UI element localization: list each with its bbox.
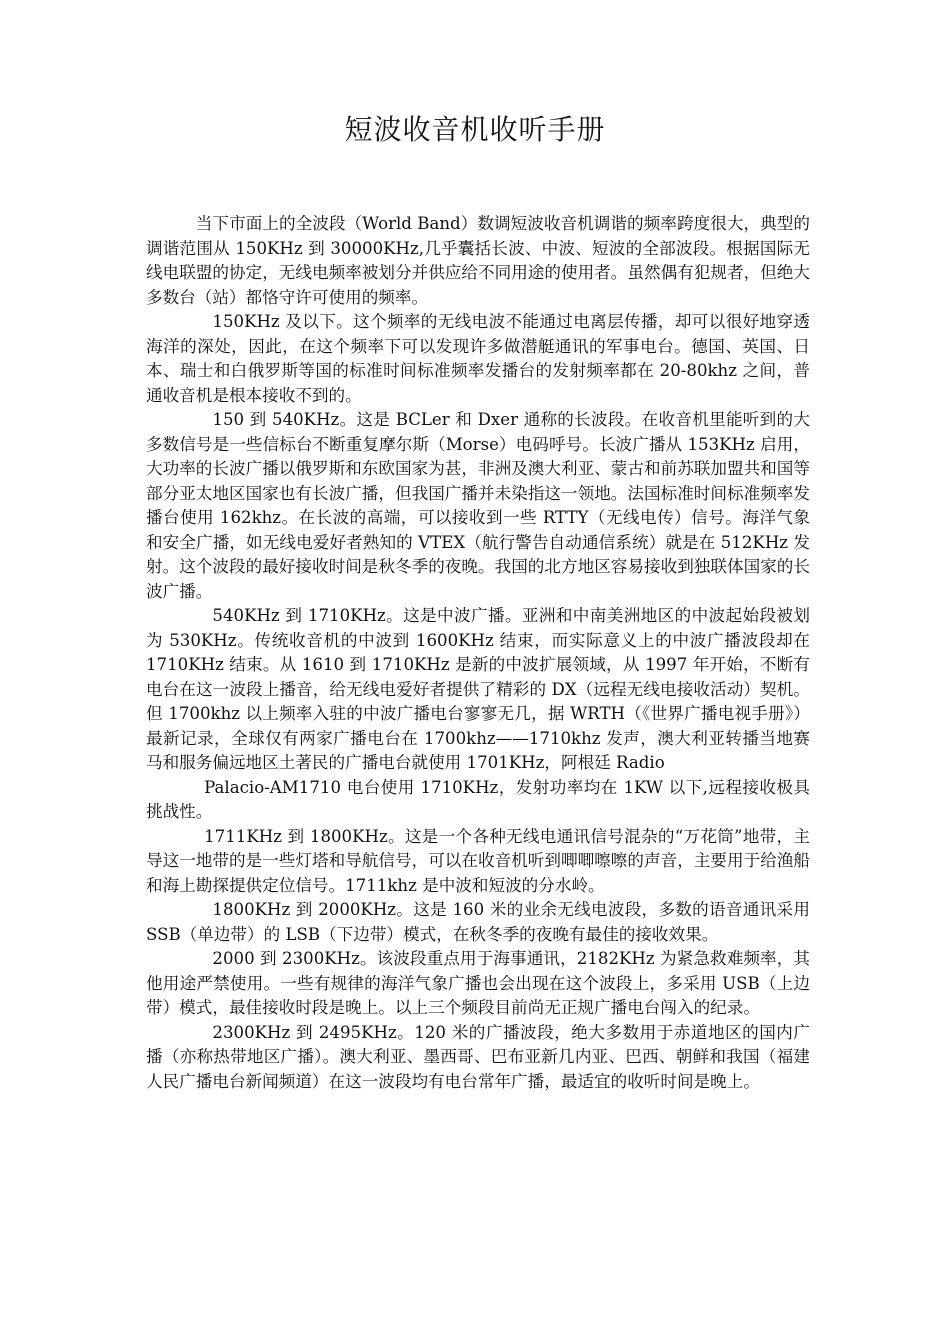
paragraph-150-540khz: 150 到 540KHz。这是 BCLer 和 Dxer 通称的长波段。在收音机里能听到的大多数信号是一些信标台不断重复摩尔斯（Morse）电码呼号。长波广播从 153KHz 启用，大功率的长波广播以俄罗斯和东欧国家为甚，非洲及澳大利亚、蒙古和前苏联加盟共和国等部分亚太地区国家也有长波广播，但我国广播并未染指这一领地。法国标准时间标准频率发播台使用 162khz。在长波的高端，可以接收到一些 RTTY（无线电传）信号。海洋气象和安全广播，如无线电爱好者熟知的 VTEX（航行警告自动通信系统）就是在 512KHz 发射。这个波段的最好接收时间是秋冬季的夜晚。我国的北方地区容易接收到独联体国家的长波广播。 bbox=[146, 410, 810, 601]
paragraph-540-1710khz: 540KHz 到 1710KHz。这是中波广播。亚洲和中南美洲地区的中波起始段被划为 530KHz。传统收音机的中波到 1600KHz 结束，而实际意义上的中波广播波段却在 1710KHz 结束。从 1610 到 1710KHz 是新的中波扩展领域，从 1997 年开始，不断有电台在这一波段上播音，给无线电爱好者提供了精彩的 DX（远程无线电接收活动）契机。但 1700khz 以上频率入驻的中波广播电台寥寥无几，据 WRTH（《世界广播电视手册》）最新记录，全球仅有两家广播电台在 1700khz——1710khz 发声，澳大利亚转播当地赛马和服务偏远地区土著民的广播电台就使用 1701KHz，阿根廷 Radio bbox=[146, 606, 810, 772]
paragraph-2000-2300khz: 2000 到 2300KHz。该波段重点用于海事通讯，2182KHz 为紧急救难频率，其他用途严禁使用。一些有规律的海洋气象广播也会出现在这个波段上，多采用 USB（上边带）模式，最佳接收时段是晚上。以上三个频段目前尚无正规广播电台闯入的纪录。 bbox=[146, 949, 810, 1017]
paragraph-2300-2495khz: 2300KHz 到 2495KHz。120 米的广播波段，绝大多数用于赤道地区的国内广播（亦称热带地区广播）。澳大利亚、墨西哥、巴布亚新几内亚、巴西、朝鲜和我国（福建人民广播电台新闻频道）在这一波段均有电台常年广播，最适宜的收听时间是晚上。 bbox=[146, 1022, 810, 1091]
document-title: 短波收音机收听手册 bbox=[344, 113, 606, 146]
paragraph-palacio-continuation: Palacio-AM1710 电台使用 1710KHz，发射功率均在 1KW 以下,远程接收极具挑战性。 bbox=[146, 777, 810, 821]
paragraph-1800-2000khz: 1800KHz 到 2000KHz。这是 160 米的业余无线电波段，多数的语音通讯采用 SSB（单边带）的 LSB（下边带）模式，在秋冬季的夜晚有最佳的接收效果。 bbox=[146, 900, 810, 944]
paragraph-below-150khz: 150KHz 及以下。这个频率的无线电波不能通过电离层传播，却可以很好地穿透海洋的深处，因此，在这个频率下可以发现许多做潜艇通讯的军事电台。德国、英国、日本、瑞士和白俄罗斯等国的标准时间标准频率发播台的发射频率都在 20-80khz 之间，普通收音机是根本接收不到的。 bbox=[146, 312, 810, 405]
paragraph-intro: 当下市面上的全波段（World Band）数调短波收音机调谐的频率跨度很大，典型的调谐范围从 150KHz 到 30000KHz,几乎囊括长波、中波、短波的全部波段。根据国际无线电联盟的协定，无线电频率被划分并供应给不同用途的使用者。虽然偶有犯规者，但绝大多数台（站）都恪守许可使用的频率。 bbox=[146, 214, 810, 307]
paragraph-1711-1800khz: 1711KHz 到 1800KHz。这是一个各种无线电通讯信号混杂的“万花筒”地带，主导这一地带的是一些灯塔和导航信号，可以在收音机听到唧唧嚓嚓的声音，主要用于给渔船和海上勘探提供定位信号。1711khz 是中波和短波的分水岭。 bbox=[146, 826, 810, 895]
document-body bbox=[146, 212, 810, 1094]
